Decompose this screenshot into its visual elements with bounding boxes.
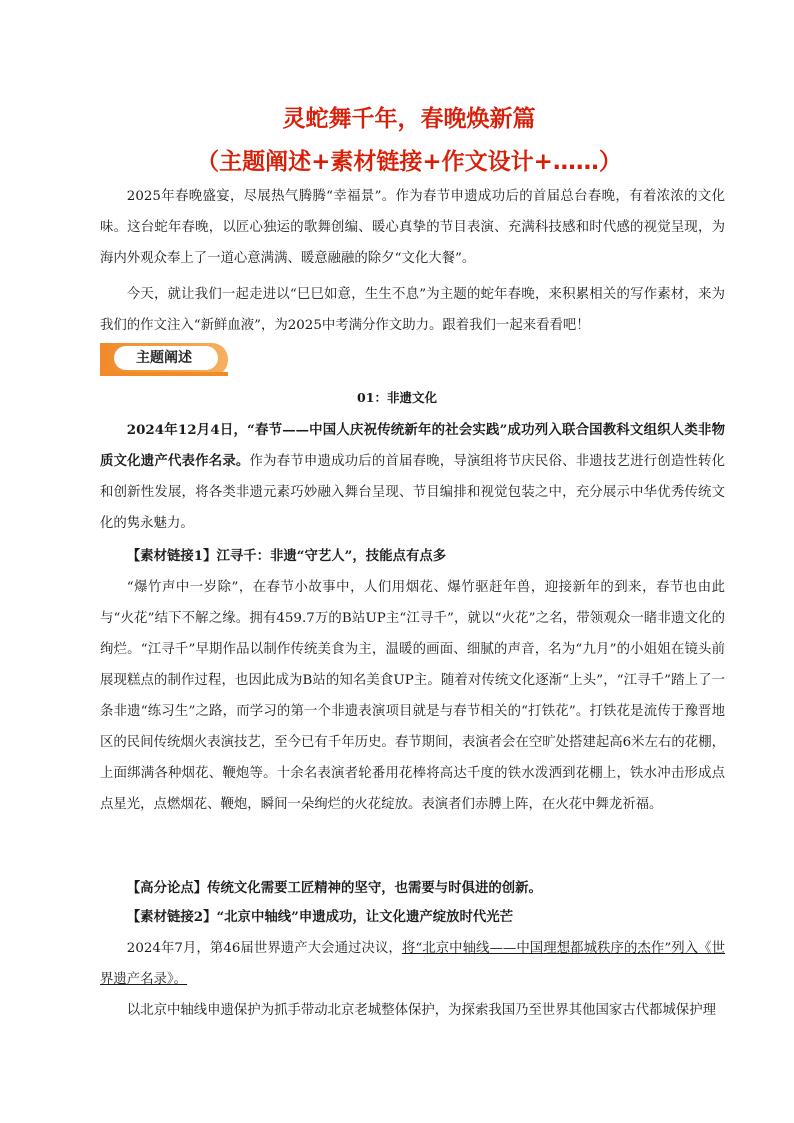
material-link-1-text: “爆竹声中一岁除”，在春节小故事中，人们用烟花、爆竹驱赶年兽，迎接新年的到来，春节也由此与“火花”结下不解之缘。拥有459.7万的B站UP主“江寻千”，就以“火花”之名，带领观众一睹非遗文化的绚烂。“江寻千”早期作品以制作传统美食为主，温暖的画面、细腻的声音，名为“九月”的小姐姐在镜头前展现糕点的制作过程，也因此成为B站的知名美食UP主。随着对传统文化逐渐“上头”，“江寻千”踏上了一条非遗“练习生”之路，而学习的第一个非遗表演项目就是与春节相关的“打铁花”。打铁花是流传于豫晋地区的民间传统烟火表演技艺，至今已有千年历史。春节期间，表演者会在空旷处搭建起高6米左右的花棚，上面绑满各种烟花、鞭炮等。十余名表演者轮番用花棒将高达千度的铁水泼洒到花棚上，铁水冲击形成点点星光，点燃烟花、鞭炮，瞬间一朵绚烂的火花绽放。表演者们赤膊上阵，在火花中舞龙祈福。: [100, 580, 725, 812]
material-link-1-title: 江寻千：非遗“守艺人”，技能点有点多: [216, 548, 447, 564]
material-link-2-text: [100, 933, 725, 995]
intro-paragraph-2: 今天，就让我们一起走进以“巳巳如意，生生不息”为主题的蛇年春晚，来积累相关的写作素材，来为我们的作文注入“新鲜血液”，为2025中考满分作文助力。跟着我们一起来看看吧！: [100, 287, 725, 333]
high-score-point-tag: 【高分论点】: [126, 880, 208, 896]
document-title: 灵蛇舞千年，春晚焕新篇: [282, 106, 536, 132]
intro-paragraph-1: 2025年春晚盛宴，尽展热气腾腾“幸福景”。作为春节申遗成功后的首届总台春晚，有着浓浓的文化味。这台蛇年春晚，以匠心独运的歌舞创编、暖心真挚的节目表演、充满科技感和时代感的视觉呈现，为海内外观众奉上了一道心意满满、暖意融融的除夕“文化大餐”。: [100, 189, 725, 266]
material-link-2-title: “北京中轴线”申遗成功，让文化遗产绽放时代光芒: [216, 909, 514, 925]
section-heading-banner: [100, 343, 228, 376]
material-link-2-text-underlined: 将“北京中轴线——中国理想都城秩序的杰作”列入《世界遗产名录》。: [100, 941, 725, 987]
document-subtitle: （主题阐述+素材链接+作文设计+……）: [196, 149, 622, 175]
material-link-1-tag: 【素材链接1】: [126, 548, 217, 564]
material-link-1-heading: [100, 541, 725, 572]
bold-lead-sentence: 2024年12月4日，“春节——中国人庆祝传统新年的社会实践”成功列入联合国教科文组织人类非物质文化遗产代表作名录。: [100, 422, 725, 469]
paragraph-rest: 作为春节申遗成功后的首届春晚，导演组将节庆民俗、非遗技艺进行创造性转化和创新性发展，将各类非遗元素巧妙融入舞台呈现、节目编排和视觉包装之中，充分展示中华优秀传统文化的隽永魅力。: [100, 454, 726, 531]
material-link-2-heading: [100, 902, 725, 933]
subsection-heading: 01：非遗文化: [357, 390, 437, 405]
high-score-point-text: 传统文化需要工匠精神的坚守，也需要与时俱进的创新。: [207, 880, 542, 896]
high-score-point: [100, 873, 725, 904]
body-paragraph-1: [100, 415, 725, 539]
material-link-2-text-a: 2024年7月，第46届世界遗产大会通过决议，: [126, 941, 402, 956]
final-paragraph: 以北京中轴线申遗保护为抓手带动北京老城整体保护，为探索我国乃至世界其他国家古代都城保护理: [126, 1003, 716, 1018]
section-heading-label: 主题阐述: [136, 350, 192, 366]
banner-underline: [100, 372, 228, 376]
material-link-2-tag: 【素材链接2】: [126, 909, 217, 925]
